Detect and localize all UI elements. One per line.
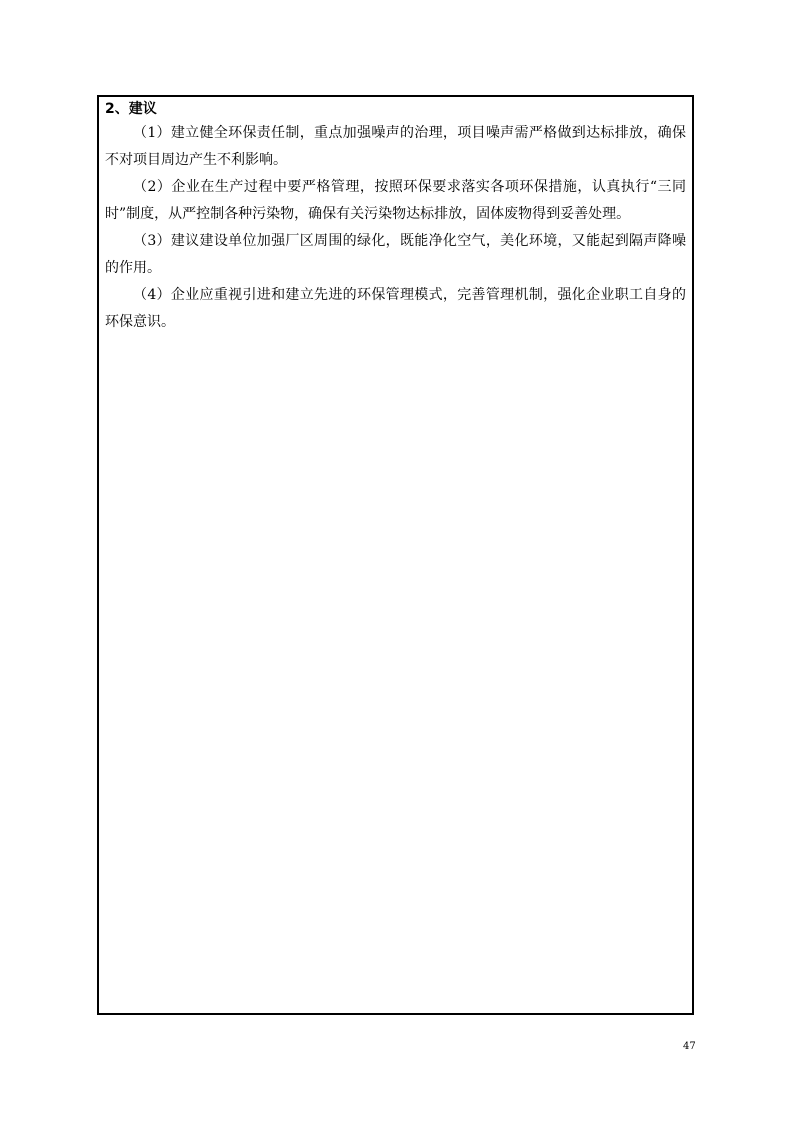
page-number: 47 xyxy=(683,1041,696,1052)
recommendation-paragraph-3: （3）建议建设单位加强厂区周围的绿化，既能净化空气，美化环境，又能起到隔声降噪的作用。 xyxy=(105,233,686,276)
recommendation-paragraph-4: （4）企业应重视引进和建立先进的环保管理模式，完善管理机制，强化企业职工自身的环保意识。 xyxy=(105,287,686,330)
recommendation-paragraph-2: （2）企业在生产过程中要严格管理，按照环保要求落实各项环保措施，认真执行“三同时”制度，从严控制各种污染物，确保有关污染物达标排放，固体废物得到妥善处理。 xyxy=(105,179,686,222)
section-heading: 2、建议 xyxy=(105,101,157,117)
recommendation-paragraph-1: （1）建立健全环保责任制，重点加强噪声的治理，项目噪声需严格做到达标排放，确保不对项目周边产生不利影响。 xyxy=(105,125,686,168)
recommendations-section xyxy=(97,95,694,1015)
